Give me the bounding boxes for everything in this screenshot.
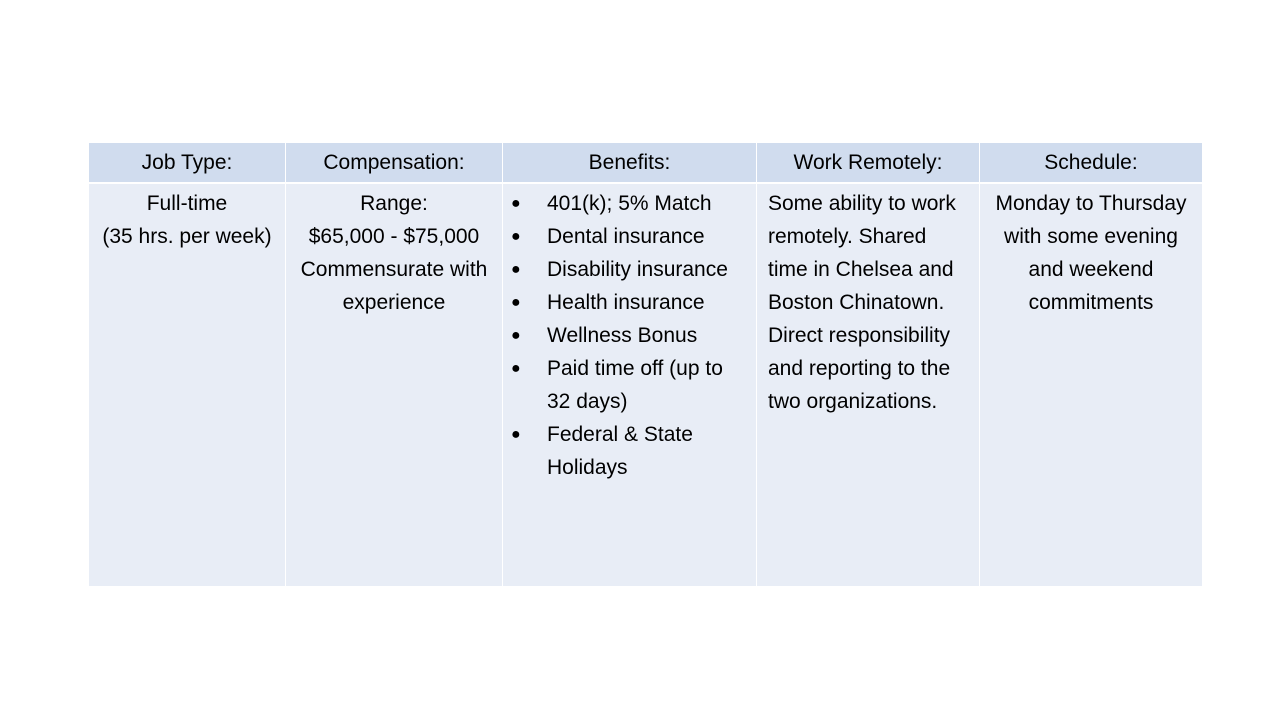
cell-benefits <box>503 184 757 586</box>
bullet-icon: ● <box>511 228 521 245</box>
cell-compensation <box>286 184 503 586</box>
benefit-item <box>511 286 756 319</box>
work-remotely-line: Direct responsibility <box>768 324 951 347</box>
benefit-text: Dental insurance <box>547 225 705 248</box>
benefit-text: 401(k); 5% Match <box>547 192 712 215</box>
benefit-text: Wellness Bonus <box>547 324 698 347</box>
bullet-icon: ● <box>511 360 521 377</box>
benefit-item <box>511 220 756 253</box>
cell-schedule <box>980 184 1202 586</box>
benefit-text: Health insurance <box>547 291 705 314</box>
bullet-icon: ● <box>511 195 521 212</box>
bullet-icon: ● <box>511 294 521 311</box>
schedule-line: Monday to Thursday <box>995 192 1187 215</box>
benefit-item <box>511 352 756 418</box>
benefit-item <box>511 187 756 220</box>
work-remotely-line: time in Chelsea and <box>768 258 954 281</box>
schedule-line: commitments <box>1028 291 1154 314</box>
bullet-icon: ● <box>511 426 521 443</box>
cell-work-remotely <box>757 184 980 586</box>
benefit-text: Disability insurance <box>547 258 728 281</box>
header-compensation: Compensation: <box>286 143 503 184</box>
job-type-line: (35 hrs. per week) <box>102 225 272 248</box>
benefit-item <box>511 418 756 484</box>
cell-job-type <box>89 184 286 586</box>
compensation-line: $65,000 - $75,000 <box>308 225 480 248</box>
work-remotely-line: Boston Chinatown. <box>768 291 945 314</box>
job-type-line: Full-time <box>146 192 228 215</box>
header-job-type: Job Type: <box>89 143 286 184</box>
schedule-line: and weekend <box>1028 258 1154 281</box>
compensation-line: Commensurate with <box>300 258 488 281</box>
benefit-text: 32 days) <box>547 390 628 413</box>
compensation-line: experience <box>342 291 446 314</box>
header-schedule: Schedule: <box>980 143 1202 184</box>
header-benefits: Benefits: <box>503 143 757 184</box>
benefits-list <box>503 187 756 484</box>
work-remotely-line: Some ability to work <box>768 192 956 215</box>
benefit-text: Federal & State <box>547 423 693 446</box>
job-details-table <box>89 143 1202 586</box>
benefit-text: Holidays <box>547 456 628 479</box>
benefit-item <box>511 253 756 286</box>
header-work-remotely: Work Remotely: <box>757 143 980 184</box>
bullet-icon: ● <box>511 261 521 278</box>
work-remotely-line: two organizations. <box>768 390 938 413</box>
schedule-line: with some evening <box>1004 225 1178 248</box>
benefit-item <box>511 319 756 352</box>
work-remotely-line: and reporting to the <box>768 357 951 380</box>
benefit-text: Paid time off (up to <box>547 357 723 380</box>
work-remotely-line: remotely. Shared <box>768 225 927 248</box>
compensation-line: Range: <box>360 192 428 215</box>
bullet-icon: ● <box>511 327 521 344</box>
